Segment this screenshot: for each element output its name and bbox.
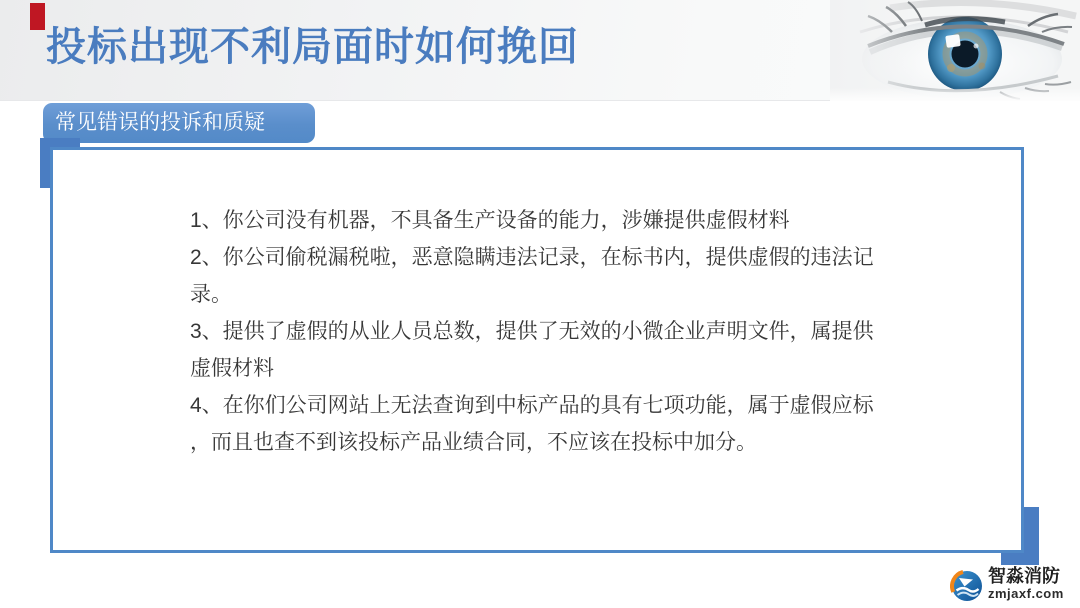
brand-watermark bbox=[950, 566, 1080, 606]
red-accent-bar bbox=[30, 3, 45, 30]
eye-photo-icon bbox=[830, 0, 1080, 101]
body-line: 4、在你们公司网站上无法查询到中标产品的具有七项功能，属于虚假应标 bbox=[190, 394, 874, 417]
zhimiao-fire-logo-icon bbox=[950, 569, 984, 608]
section-tab bbox=[43, 103, 315, 143]
brand-text bbox=[988, 566, 1064, 601]
body-line: ，而且也查不到该投标产品业绩合同，不应该在投标中加分。 bbox=[190, 431, 757, 454]
brand-name: 智淼消防 bbox=[988, 566, 1060, 586]
body-text bbox=[190, 202, 900, 461]
body-line: 录。 bbox=[190, 283, 232, 306]
body-line: 虚假材料 bbox=[190, 357, 274, 380]
page-title: 投标出现不利局面时如何挽回 bbox=[46, 25, 579, 69]
body-line: 3、提供了虚假的从业人员总数，提供了无效的小微企业声明文件，属提供 bbox=[190, 320, 874, 343]
header-band bbox=[0, 0, 1080, 101]
body-line: 2、你公司偷税漏税啦，恶意隐瞒违法记录，在标书内，提供虚假的违法记 bbox=[190, 246, 874, 269]
body-line: 1、你公司没有机器，不具备生产设备的能力，涉嫌提供虚假材料 bbox=[190, 209, 790, 232]
section-tab-label: 常见错误的投诉和质疑 bbox=[55, 111, 265, 134]
brand-url: zmjaxf.com bbox=[988, 586, 1064, 601]
